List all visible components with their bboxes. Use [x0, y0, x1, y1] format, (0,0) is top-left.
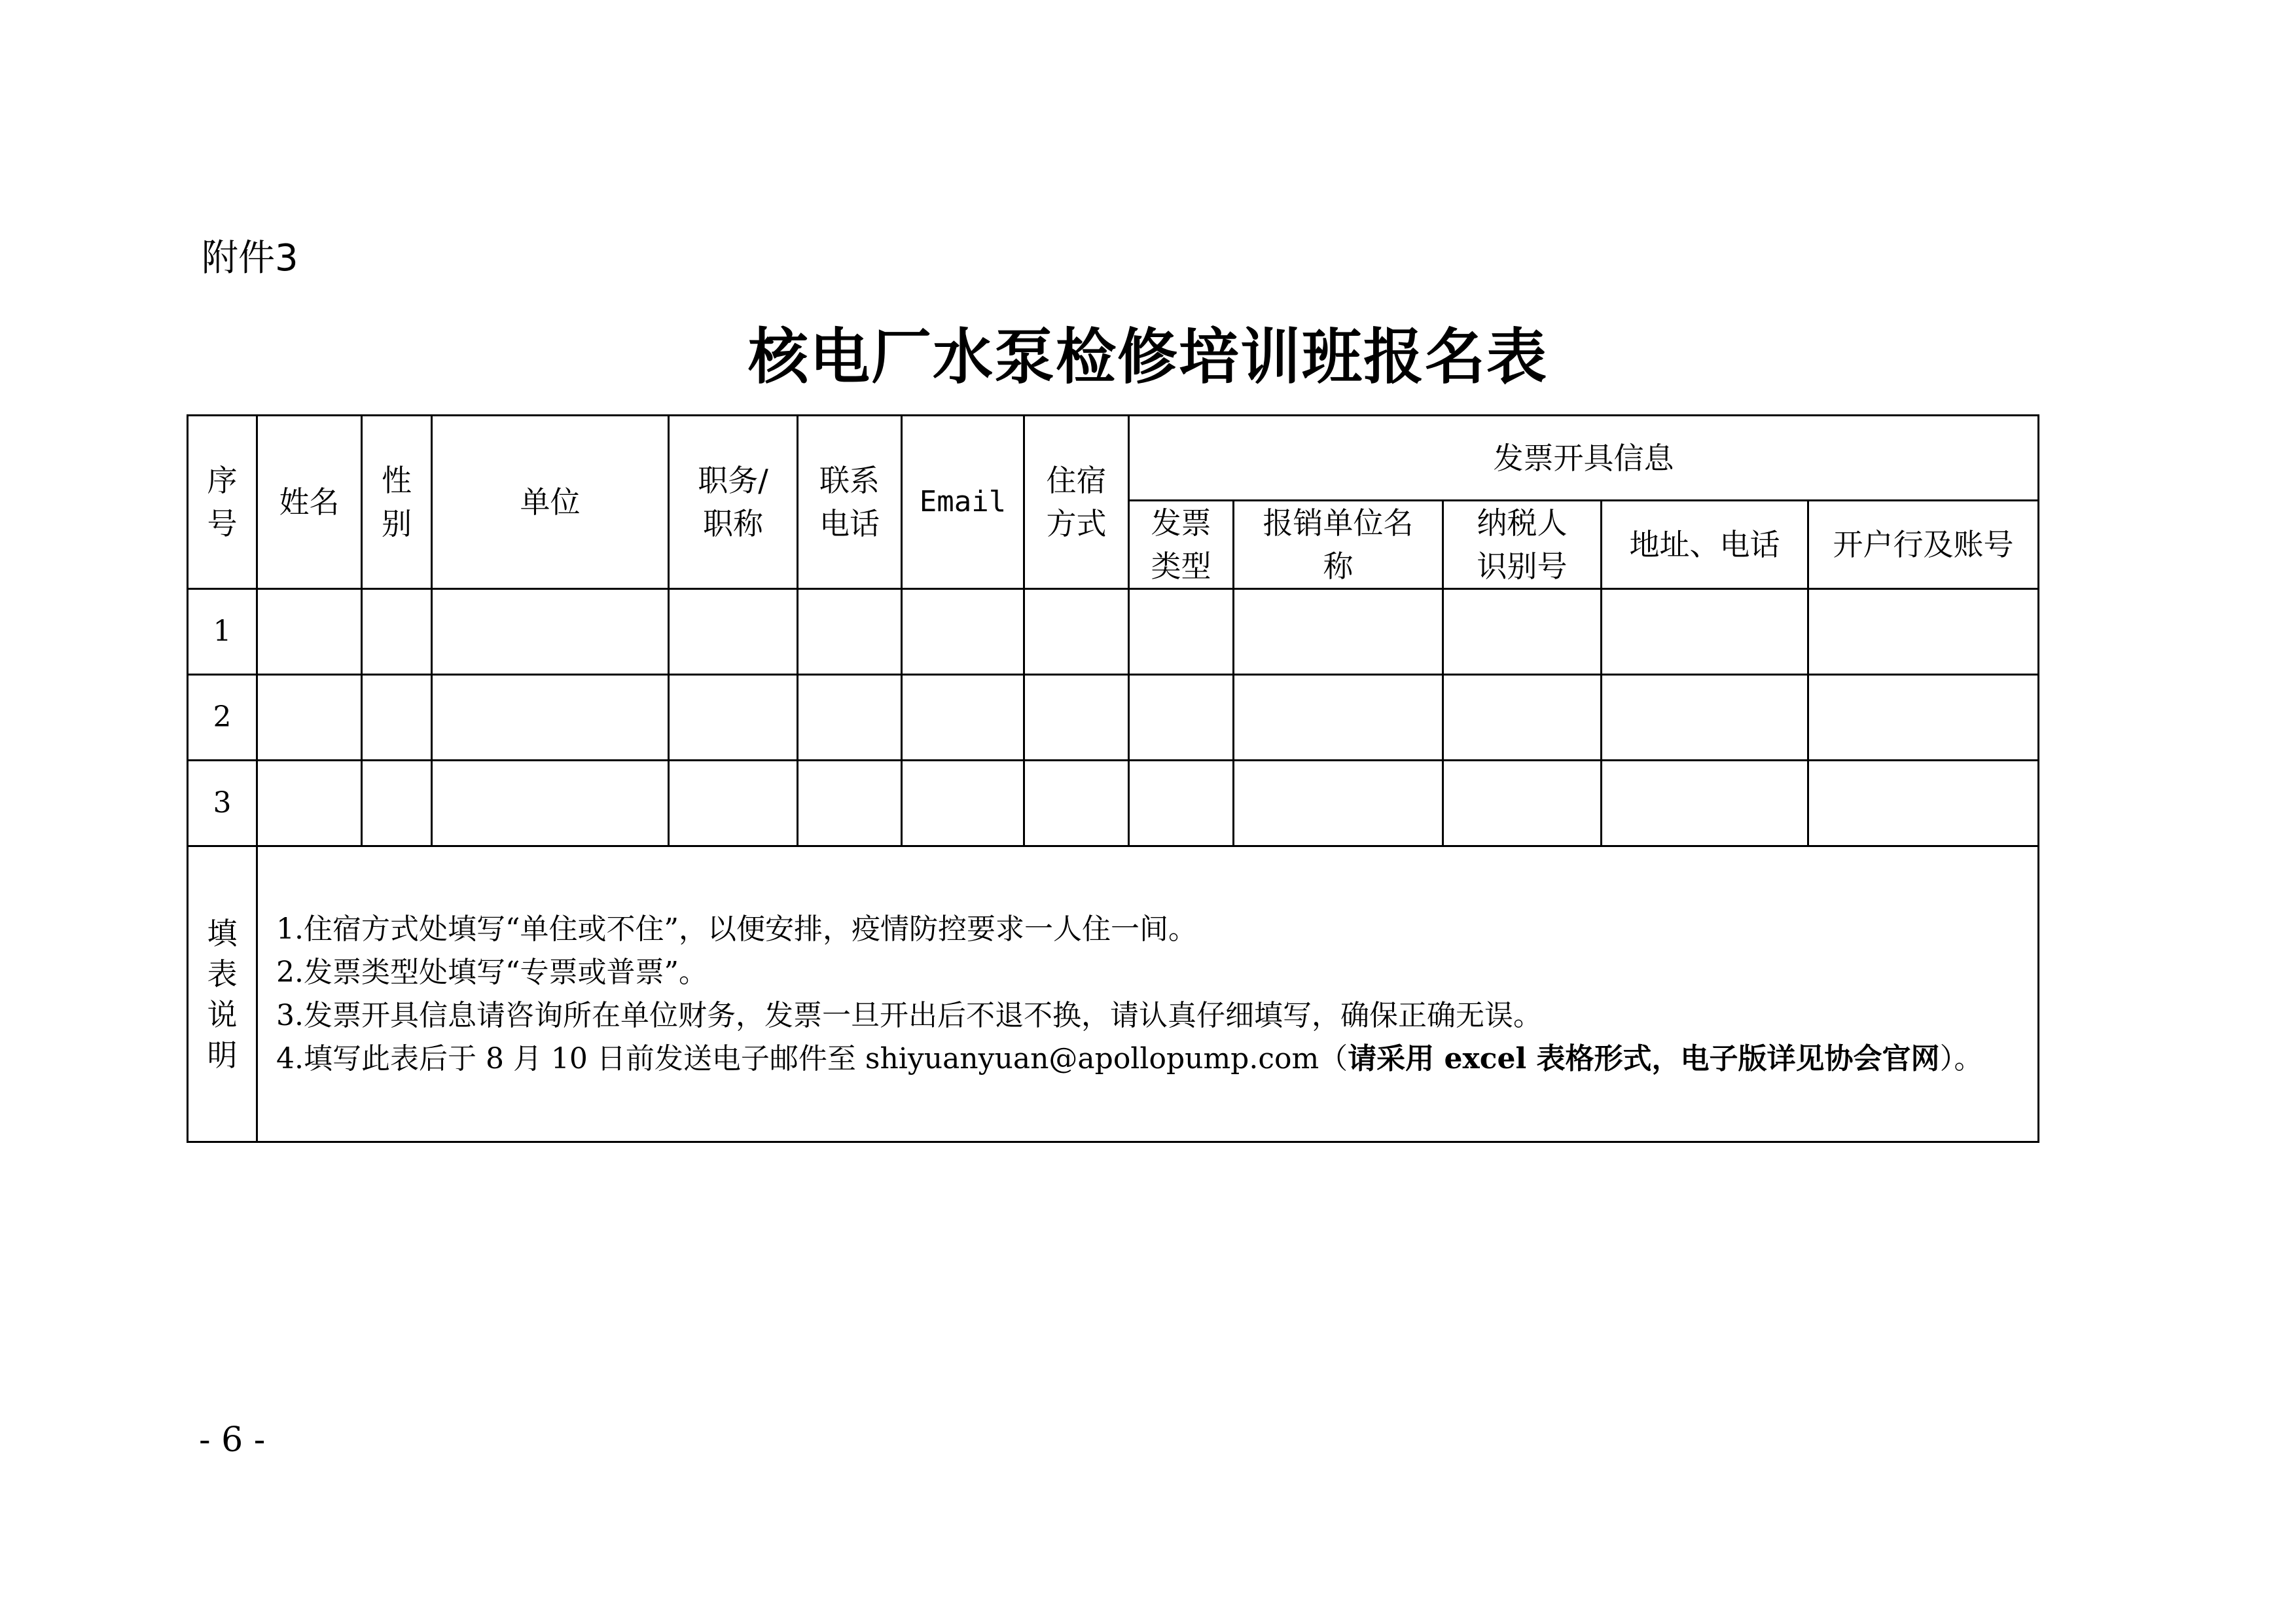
cell-phone[interactable] [798, 589, 902, 675]
cell-reimburse-unit[interactable] [1234, 675, 1443, 761]
cell-invoice-type[interactable] [1129, 675, 1234, 761]
header-phone: 联系电话 [798, 416, 902, 589]
cell-taxpayer-id[interactable] [1443, 675, 1602, 761]
header-unit: 单位 [432, 416, 669, 589]
notes-label: 填表说明 [188, 846, 257, 1142]
header-gender: 性别 [362, 416, 432, 589]
page-number: - 6 - [199, 1420, 266, 1460]
cell-email[interactable] [902, 761, 1024, 846]
cell-gender[interactable] [362, 761, 432, 846]
cell-address-phone[interactable] [1602, 675, 1808, 761]
attachment-label: 附件3 [202, 237, 298, 280]
registration-form-table [187, 414, 2039, 1143]
cell-gender[interactable] [362, 589, 432, 675]
cell-address-phone[interactable] [1602, 589, 1808, 675]
header-invoice-type: 发票类型 [1129, 501, 1234, 589]
header-lodging: 住宿方式 [1024, 416, 1129, 589]
table-row [188, 675, 2039, 761]
note-line-3: 3.发票开具信息请咨询所在单位财务，发票一旦开出后不退不换，请认真仔细填写，确保正确无误。 [276, 998, 1542, 1032]
cell-name[interactable] [257, 589, 362, 675]
note-line-4-prefix: 4.填写此表后于 8 月 10 日前发送电子邮件至 shiyuanyuan@apollopump.com（ [276, 1041, 1348, 1075]
cell-name[interactable] [257, 675, 362, 761]
cell-unit[interactable] [432, 675, 669, 761]
header-reimburse-unit: 报销单位名称 [1234, 501, 1443, 589]
row-number: 2 [188, 675, 257, 761]
cell-lodging[interactable] [1024, 589, 1129, 675]
note-line-4-emphasis: 请采用 excel 表格形式，电子版详见协会官网 [1348, 1041, 1940, 1075]
cell-address-phone[interactable] [1602, 761, 1808, 846]
note-line-4-suffix: ）。 [1939, 1041, 1983, 1075]
cell-invoice-type[interactable] [1129, 761, 1234, 846]
cell-taxpayer-id[interactable] [1443, 589, 1602, 675]
cell-bank-account[interactable] [1808, 675, 2039, 761]
cell-unit[interactable] [432, 761, 669, 846]
row-number: 3 [188, 761, 257, 846]
cell-phone[interactable] [798, 675, 902, 761]
header-taxpayer-id: 纳税人识别号 [1443, 501, 1602, 589]
table-row [188, 589, 2039, 675]
header-address-phone: 地址、电话 [1602, 501, 1808, 589]
cell-position[interactable] [669, 589, 798, 675]
row-number: 1 [188, 589, 257, 675]
cell-lodging[interactable] [1024, 675, 1129, 761]
cell-position[interactable] [669, 675, 798, 761]
cell-phone[interactable] [798, 761, 902, 846]
cell-bank-account[interactable] [1808, 589, 2039, 675]
header-bank-account: 开户行及账号 [1808, 501, 2039, 589]
note-line-1: 1.住宿方式处填写“单住或不住”，以便安排，疫情防控要求一人住一间。 [276, 912, 1197, 946]
cell-position[interactable] [669, 761, 798, 846]
notes-row [188, 846, 2039, 1142]
cell-unit[interactable] [432, 589, 669, 675]
cell-lodging[interactable] [1024, 761, 1129, 846]
header-row-1 [188, 416, 2039, 501]
cell-name[interactable] [257, 761, 362, 846]
header-email: Email [902, 416, 1024, 589]
cell-email[interactable] [902, 675, 1024, 761]
cell-email[interactable] [902, 589, 1024, 675]
document-title: 核电厂水泵检修培训班报名表 [747, 321, 1548, 392]
cell-invoice-type[interactable] [1129, 589, 1234, 675]
table-row [188, 761, 2039, 846]
header-seq: 序号 [188, 416, 257, 589]
cell-taxpayer-id[interactable] [1443, 761, 1602, 846]
cell-reimburse-unit[interactable] [1234, 761, 1443, 846]
note-line-2: 2.发票类型处填写“专票或普票”。 [276, 955, 708, 989]
cell-gender[interactable] [362, 675, 432, 761]
note-line-4 [276, 1038, 2019, 1081]
header-position: 职务/职称 [669, 416, 798, 589]
cell-reimburse-unit[interactable] [1234, 589, 1443, 675]
header-invoice-info: 发票开具信息 [1129, 416, 2039, 501]
header-name: 姓名 [257, 416, 362, 589]
notes-content [257, 846, 2039, 1142]
cell-bank-account[interactable] [1808, 761, 2039, 846]
